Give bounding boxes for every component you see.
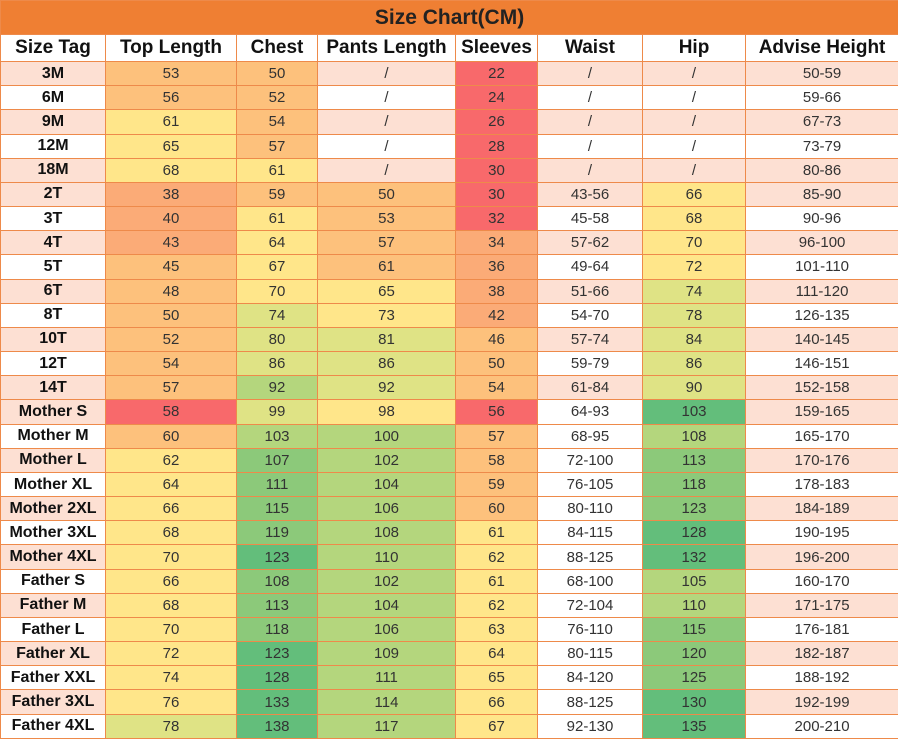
header-size-tag: Size Tag bbox=[1, 35, 106, 62]
hip-cell: 130 bbox=[643, 690, 746, 714]
pants-length-cell: 61 bbox=[318, 255, 456, 279]
sleeves-cell: 62 bbox=[456, 593, 538, 617]
top-length-cell: 68 bbox=[106, 158, 237, 182]
pants-length-cell: 81 bbox=[318, 327, 456, 351]
hip-cell: 66 bbox=[643, 182, 746, 206]
chart-title: Size Chart(CM) bbox=[1, 1, 898, 35]
advise-height-cell: 126-135 bbox=[746, 303, 898, 327]
size-tag-cell: 3M bbox=[1, 62, 106, 86]
pants-length-cell: 110 bbox=[318, 545, 456, 569]
advise-height-cell: 73-79 bbox=[746, 134, 898, 158]
pants-length-cell: 65 bbox=[318, 279, 456, 303]
chest-cell: 119 bbox=[237, 521, 318, 545]
waist-cell: 57-62 bbox=[538, 231, 643, 255]
table-row bbox=[1, 690, 898, 714]
hip-cell: 90 bbox=[643, 376, 746, 400]
sleeves-cell: 24 bbox=[456, 86, 538, 110]
table-row bbox=[1, 714, 898, 738]
chest-cell: 123 bbox=[237, 545, 318, 569]
advise-height-cell: 182-187 bbox=[746, 642, 898, 666]
table-row bbox=[1, 448, 898, 472]
hip-cell: / bbox=[643, 158, 746, 182]
sleeves-cell: 63 bbox=[456, 617, 538, 641]
chest-cell: 61 bbox=[237, 158, 318, 182]
sleeves-cell: 42 bbox=[456, 303, 538, 327]
pants-length-cell: 106 bbox=[318, 497, 456, 521]
chest-cell: 80 bbox=[237, 327, 318, 351]
waist-cell: 57-74 bbox=[538, 327, 643, 351]
advise-height-cell: 96-100 bbox=[746, 231, 898, 255]
table-row bbox=[1, 62, 898, 86]
size-tag-cell: Father M bbox=[1, 593, 106, 617]
chest-cell: 70 bbox=[237, 279, 318, 303]
top-length-cell: 57 bbox=[106, 376, 237, 400]
advise-height-cell: 101-110 bbox=[746, 255, 898, 279]
top-length-cell: 45 bbox=[106, 255, 237, 279]
hip-cell: / bbox=[643, 86, 746, 110]
size-tag-cell: Mother 2XL bbox=[1, 497, 106, 521]
sleeves-cell: 65 bbox=[456, 666, 538, 690]
table-row bbox=[1, 158, 898, 182]
chest-cell: 133 bbox=[237, 690, 318, 714]
sleeves-cell: 30 bbox=[456, 182, 538, 206]
sleeves-cell: 58 bbox=[456, 448, 538, 472]
hip-cell: / bbox=[643, 134, 746, 158]
advise-height-cell: 140-145 bbox=[746, 327, 898, 351]
table-row bbox=[1, 521, 898, 545]
top-length-cell: 70 bbox=[106, 617, 237, 641]
chest-cell: 59 bbox=[237, 182, 318, 206]
advise-height-cell: 159-165 bbox=[746, 400, 898, 424]
table-row bbox=[1, 400, 898, 424]
advise-height-cell: 152-158 bbox=[746, 376, 898, 400]
pants-length-cell: / bbox=[318, 158, 456, 182]
size-tag-cell: 9M bbox=[1, 110, 106, 134]
pants-length-cell: / bbox=[318, 134, 456, 158]
advise-height-cell: 146-151 bbox=[746, 352, 898, 376]
sleeves-cell: 61 bbox=[456, 521, 538, 545]
top-length-cell: 58 bbox=[106, 400, 237, 424]
size-tag-cell: Father L bbox=[1, 617, 106, 641]
sleeves-cell: 30 bbox=[456, 158, 538, 182]
header-pants-length: Pants Length bbox=[318, 35, 456, 62]
hip-cell: 84 bbox=[643, 327, 746, 351]
waist-cell: 61-84 bbox=[538, 376, 643, 400]
sleeves-cell: 61 bbox=[456, 569, 538, 593]
pants-length-cell: 106 bbox=[318, 617, 456, 641]
top-length-cell: 52 bbox=[106, 327, 237, 351]
top-length-cell: 54 bbox=[106, 352, 237, 376]
size-tag-cell: 18M bbox=[1, 158, 106, 182]
sleeves-cell: 59 bbox=[456, 472, 538, 496]
hip-cell: 118 bbox=[643, 472, 746, 496]
table-row bbox=[1, 376, 898, 400]
chest-cell: 86 bbox=[237, 352, 318, 376]
hip-cell: 108 bbox=[643, 424, 746, 448]
size-tag-cell: Father S bbox=[1, 569, 106, 593]
table-row bbox=[1, 424, 898, 448]
hip-cell: 72 bbox=[643, 255, 746, 279]
size-tag-cell: Mother S bbox=[1, 400, 106, 424]
header-top-length: Top Length bbox=[106, 35, 237, 62]
top-length-cell: 66 bbox=[106, 569, 237, 593]
top-length-cell: 56 bbox=[106, 86, 237, 110]
size-tag-cell: 2T bbox=[1, 182, 106, 206]
chest-cell: 103 bbox=[237, 424, 318, 448]
table-row bbox=[1, 134, 898, 158]
waist-cell: / bbox=[538, 110, 643, 134]
top-length-cell: 66 bbox=[106, 497, 237, 521]
header-advise-height: Advise Height bbox=[746, 35, 898, 62]
chest-cell: 115 bbox=[237, 497, 318, 521]
size-tag-cell: Mother M bbox=[1, 424, 106, 448]
sleeves-cell: 38 bbox=[456, 279, 538, 303]
advise-height-cell: 80-86 bbox=[746, 158, 898, 182]
hip-cell: 132 bbox=[643, 545, 746, 569]
table-row bbox=[1, 279, 898, 303]
pants-length-cell: 117 bbox=[318, 714, 456, 738]
chest-cell: 52 bbox=[237, 86, 318, 110]
advise-height-cell: 192-199 bbox=[746, 690, 898, 714]
sleeves-cell: 32 bbox=[456, 207, 538, 231]
pants-length-cell: / bbox=[318, 86, 456, 110]
pants-length-cell: 98 bbox=[318, 400, 456, 424]
hip-cell: 86 bbox=[643, 352, 746, 376]
top-length-cell: 40 bbox=[106, 207, 237, 231]
top-length-cell: 72 bbox=[106, 642, 237, 666]
size-tag-cell: Father XXL bbox=[1, 666, 106, 690]
sleeves-cell: 22 bbox=[456, 62, 538, 86]
chest-cell: 61 bbox=[237, 207, 318, 231]
top-length-cell: 48 bbox=[106, 279, 237, 303]
sleeves-cell: 56 bbox=[456, 400, 538, 424]
sleeves-cell: 62 bbox=[456, 545, 538, 569]
sleeves-cell: 54 bbox=[456, 376, 538, 400]
advise-height-cell: 170-176 bbox=[746, 448, 898, 472]
waist-cell: 45-58 bbox=[538, 207, 643, 231]
top-length-cell: 60 bbox=[106, 424, 237, 448]
hip-cell: 113 bbox=[643, 448, 746, 472]
sleeves-cell: 60 bbox=[456, 497, 538, 521]
advise-height-cell: 50-59 bbox=[746, 62, 898, 86]
hip-cell: 105 bbox=[643, 569, 746, 593]
pants-length-cell: 50 bbox=[318, 182, 456, 206]
hip-cell: / bbox=[643, 110, 746, 134]
waist-cell: 92-130 bbox=[538, 714, 643, 738]
table-row bbox=[1, 642, 898, 666]
hip-cell: 128 bbox=[643, 521, 746, 545]
sleeves-cell: 66 bbox=[456, 690, 538, 714]
chest-cell: 57 bbox=[237, 134, 318, 158]
hip-cell: 78 bbox=[643, 303, 746, 327]
top-length-cell: 70 bbox=[106, 545, 237, 569]
advise-height-cell: 190-195 bbox=[746, 521, 898, 545]
chest-cell: 118 bbox=[237, 617, 318, 641]
sleeves-cell: 64 bbox=[456, 642, 538, 666]
pants-length-cell: 109 bbox=[318, 642, 456, 666]
header-chest: Chest bbox=[237, 35, 318, 62]
advise-height-cell: 85-90 bbox=[746, 182, 898, 206]
chest-cell: 99 bbox=[237, 400, 318, 424]
top-length-cell: 62 bbox=[106, 448, 237, 472]
table-row bbox=[1, 231, 898, 255]
advise-height-cell: 176-181 bbox=[746, 617, 898, 641]
size-chart-body bbox=[1, 62, 898, 739]
pants-length-cell: 53 bbox=[318, 207, 456, 231]
advise-height-cell: 111-120 bbox=[746, 279, 898, 303]
table-row bbox=[1, 303, 898, 327]
size-tag-cell: Mother 4XL bbox=[1, 545, 106, 569]
size-tag-cell: 5T bbox=[1, 255, 106, 279]
advise-height-cell: 196-200 bbox=[746, 545, 898, 569]
hip-cell: / bbox=[643, 62, 746, 86]
title-row bbox=[1, 1, 898, 35]
sleeves-cell: 28 bbox=[456, 134, 538, 158]
size-tag-cell: 12T bbox=[1, 352, 106, 376]
waist-cell: 54-70 bbox=[538, 303, 643, 327]
pants-length-cell: 102 bbox=[318, 448, 456, 472]
chest-cell: 50 bbox=[237, 62, 318, 86]
top-length-cell: 43 bbox=[106, 231, 237, 255]
waist-cell: / bbox=[538, 134, 643, 158]
waist-cell: / bbox=[538, 86, 643, 110]
chest-cell: 64 bbox=[237, 231, 318, 255]
sleeves-cell: 57 bbox=[456, 424, 538, 448]
chest-cell: 113 bbox=[237, 593, 318, 617]
waist-cell: 84-115 bbox=[538, 521, 643, 545]
waist-cell: 80-110 bbox=[538, 497, 643, 521]
waist-cell: 43-56 bbox=[538, 182, 643, 206]
advise-height-cell: 160-170 bbox=[746, 569, 898, 593]
pants-length-cell: 73 bbox=[318, 303, 456, 327]
chest-cell: 123 bbox=[237, 642, 318, 666]
size-tag-cell: Father XL bbox=[1, 642, 106, 666]
pants-length-cell: 104 bbox=[318, 593, 456, 617]
waist-cell: 64-93 bbox=[538, 400, 643, 424]
top-length-cell: 68 bbox=[106, 593, 237, 617]
table-row bbox=[1, 666, 898, 690]
top-length-cell: 61 bbox=[106, 110, 237, 134]
table-row bbox=[1, 86, 898, 110]
header-row bbox=[1, 35, 898, 62]
advise-height-cell: 67-73 bbox=[746, 110, 898, 134]
top-length-cell: 68 bbox=[106, 521, 237, 545]
chest-cell: 108 bbox=[237, 569, 318, 593]
hip-cell: 70 bbox=[643, 231, 746, 255]
size-tag-cell: 6T bbox=[1, 279, 106, 303]
top-length-cell: 74 bbox=[106, 666, 237, 690]
advise-height-cell: 178-183 bbox=[746, 472, 898, 496]
table-row bbox=[1, 617, 898, 641]
table-row bbox=[1, 569, 898, 593]
waist-cell: 88-125 bbox=[538, 545, 643, 569]
sleeves-cell: 36 bbox=[456, 255, 538, 279]
pants-length-cell: / bbox=[318, 62, 456, 86]
chest-cell: 67 bbox=[237, 255, 318, 279]
top-length-cell: 78 bbox=[106, 714, 237, 738]
size-tag-cell: 12M bbox=[1, 134, 106, 158]
waist-cell: 59-79 bbox=[538, 352, 643, 376]
chest-cell: 111 bbox=[237, 472, 318, 496]
top-length-cell: 76 bbox=[106, 690, 237, 714]
size-tag-cell: 14T bbox=[1, 376, 106, 400]
size-tag-cell: Father 4XL bbox=[1, 714, 106, 738]
hip-cell: 110 bbox=[643, 593, 746, 617]
waist-cell: 49-64 bbox=[538, 255, 643, 279]
top-length-cell: 64 bbox=[106, 472, 237, 496]
chest-cell: 92 bbox=[237, 376, 318, 400]
table-row bbox=[1, 110, 898, 134]
chest-cell: 107 bbox=[237, 448, 318, 472]
pants-length-cell: 108 bbox=[318, 521, 456, 545]
pants-length-cell: 86 bbox=[318, 352, 456, 376]
header-waist: Waist bbox=[538, 35, 643, 62]
pants-length-cell: 92 bbox=[318, 376, 456, 400]
waist-cell: 80-115 bbox=[538, 642, 643, 666]
sleeves-cell: 46 bbox=[456, 327, 538, 351]
size-tag-cell: Mother 3XL bbox=[1, 521, 106, 545]
pants-length-cell: 102 bbox=[318, 569, 456, 593]
sleeves-cell: 50 bbox=[456, 352, 538, 376]
advise-height-cell: 59-66 bbox=[746, 86, 898, 110]
sleeves-cell: 26 bbox=[456, 110, 538, 134]
waist-cell: / bbox=[538, 158, 643, 182]
sleeves-cell: 67 bbox=[456, 714, 538, 738]
hip-cell: 135 bbox=[643, 714, 746, 738]
advise-height-cell: 165-170 bbox=[746, 424, 898, 448]
top-length-cell: 38 bbox=[106, 182, 237, 206]
chest-cell: 54 bbox=[237, 110, 318, 134]
size-tag-cell: Mother L bbox=[1, 448, 106, 472]
pants-length-cell: 104 bbox=[318, 472, 456, 496]
table-row bbox=[1, 182, 898, 206]
waist-cell: 84-120 bbox=[538, 666, 643, 690]
advise-height-cell: 184-189 bbox=[746, 497, 898, 521]
size-tag-cell: Mother XL bbox=[1, 472, 106, 496]
hip-cell: 103 bbox=[643, 400, 746, 424]
table-row bbox=[1, 593, 898, 617]
hip-cell: 68 bbox=[643, 207, 746, 231]
hip-cell: 123 bbox=[643, 497, 746, 521]
header-sleeves: Sleeves bbox=[456, 35, 538, 62]
top-length-cell: 50 bbox=[106, 303, 237, 327]
hip-cell: 120 bbox=[643, 642, 746, 666]
header-hip: Hip bbox=[643, 35, 746, 62]
size-tag-cell: 10T bbox=[1, 327, 106, 351]
advise-height-cell: 90-96 bbox=[746, 207, 898, 231]
hip-cell: 125 bbox=[643, 666, 746, 690]
chest-cell: 128 bbox=[237, 666, 318, 690]
size-tag-cell: 8T bbox=[1, 303, 106, 327]
chest-cell: 138 bbox=[237, 714, 318, 738]
pants-length-cell: 111 bbox=[318, 666, 456, 690]
top-length-cell: 53 bbox=[106, 62, 237, 86]
advise-height-cell: 200-210 bbox=[746, 714, 898, 738]
waist-cell: 72-104 bbox=[538, 593, 643, 617]
waist-cell: / bbox=[538, 62, 643, 86]
size-tag-cell: 3T bbox=[1, 207, 106, 231]
table-row bbox=[1, 352, 898, 376]
pants-length-cell: 100 bbox=[318, 424, 456, 448]
pants-length-cell: / bbox=[318, 110, 456, 134]
top-length-cell: 65 bbox=[106, 134, 237, 158]
table-row bbox=[1, 255, 898, 279]
table-row bbox=[1, 207, 898, 231]
hip-cell: 74 bbox=[643, 279, 746, 303]
size-tag-cell: 6M bbox=[1, 86, 106, 110]
pants-length-cell: 57 bbox=[318, 231, 456, 255]
pants-length-cell: 114 bbox=[318, 690, 456, 714]
table-row bbox=[1, 327, 898, 351]
waist-cell: 68-95 bbox=[538, 424, 643, 448]
waist-cell: 76-110 bbox=[538, 617, 643, 641]
waist-cell: 68-100 bbox=[538, 569, 643, 593]
advise-height-cell: 188-192 bbox=[746, 666, 898, 690]
waist-cell: 88-125 bbox=[538, 690, 643, 714]
table-row bbox=[1, 545, 898, 569]
size-tag-cell: Father 3XL bbox=[1, 690, 106, 714]
chest-cell: 74 bbox=[237, 303, 318, 327]
size-tag-cell: 4T bbox=[1, 231, 106, 255]
hip-cell: 115 bbox=[643, 617, 746, 641]
waist-cell: 72-100 bbox=[538, 448, 643, 472]
sleeves-cell: 34 bbox=[456, 231, 538, 255]
table-row bbox=[1, 497, 898, 521]
waist-cell: 51-66 bbox=[538, 279, 643, 303]
advise-height-cell: 171-175 bbox=[746, 593, 898, 617]
table-row bbox=[1, 472, 898, 496]
waist-cell: 76-105 bbox=[538, 472, 643, 496]
